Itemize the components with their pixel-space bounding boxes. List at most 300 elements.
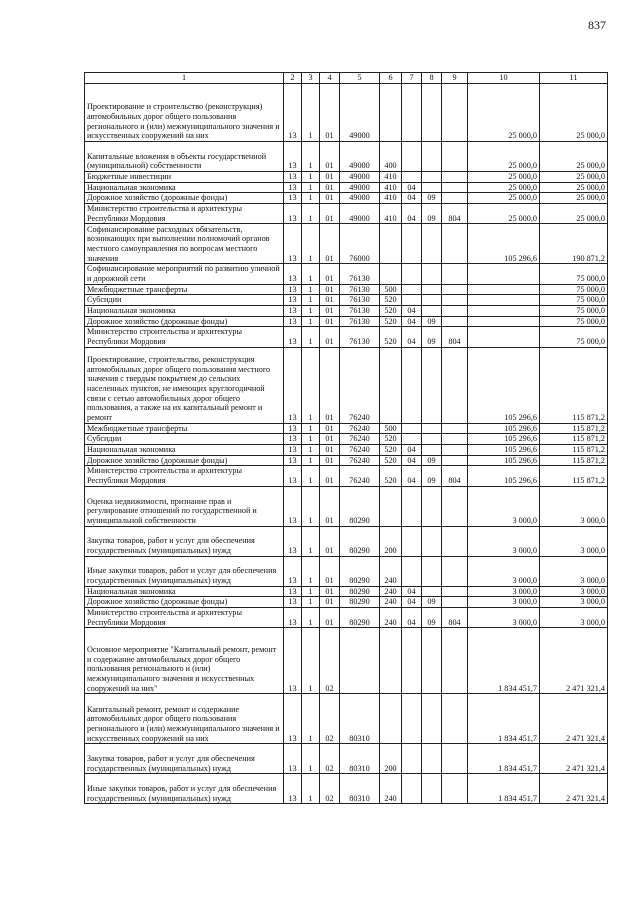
col-2-cell: 13 (284, 628, 302, 694)
row-name: Капитальные вложения в объекты государственной (муниципальной) собственности (85, 142, 284, 172)
col-7-cell (402, 84, 422, 142)
col-6-cell: 240 (380, 597, 402, 608)
col-3-cell: 1 (302, 774, 320, 804)
col-4-cell: 01 (320, 486, 340, 526)
row-name: Софинансирование расходных обязательств, возникающих при выполнении полномочий органов местного самоуправления по вопросам местного значения (85, 224, 284, 264)
table-row (85, 597, 608, 608)
col-10-amount: 3 000,0 (468, 526, 540, 556)
col-7-cell (402, 347, 422, 423)
col-4-cell: 01 (320, 142, 340, 172)
col-6-cell (380, 224, 402, 264)
col-7-cell (402, 774, 422, 804)
col-7-cell (402, 284, 422, 295)
col-3-cell: 1 (302, 84, 320, 142)
col-2-cell: 13 (284, 84, 302, 142)
col-3-cell: 1 (302, 142, 320, 172)
col-3-cell: 1 (302, 434, 320, 445)
col-5-cell: 49000 (340, 182, 380, 193)
col-6-cell (380, 84, 402, 142)
col-9-cell (442, 172, 468, 183)
col-8-cell (422, 628, 442, 694)
col-7-cell (402, 486, 422, 526)
col-4-cell: 02 (320, 694, 340, 744)
col-5-cell: 76240 (340, 423, 380, 434)
col-7-cell (402, 172, 422, 183)
col-9-cell (442, 295, 468, 306)
col-4-cell: 01 (320, 455, 340, 466)
col-9-cell (442, 434, 468, 445)
col-3-cell: 1 (302, 193, 320, 204)
table-row (85, 466, 608, 486)
col-4-cell: 01 (320, 264, 340, 284)
col-9-cell (442, 628, 468, 694)
table-row (85, 327, 608, 347)
col-3-cell: 1 (302, 597, 320, 608)
col-9-cell (442, 556, 468, 586)
col-3-cell: 1 (302, 744, 320, 774)
col-5-cell: 76130 (340, 306, 380, 317)
col-6-cell: 410 (380, 204, 402, 224)
col-3-cell: 1 (302, 284, 320, 295)
col-2-cell: 13 (284, 486, 302, 526)
col-9-cell (442, 597, 468, 608)
col-5-cell: 80310 (340, 774, 380, 804)
col-7-cell (402, 694, 422, 744)
col-5-cell: 76130 (340, 316, 380, 327)
col-8-cell (422, 306, 442, 317)
table-row (85, 526, 608, 556)
col-5-cell: 76000 (340, 224, 380, 264)
col-11-amount: 75 000,0 (540, 284, 608, 295)
col-6-cell (380, 264, 402, 284)
col-9-cell (442, 306, 468, 317)
col-10-amount: 1 834 451,7 (468, 628, 540, 694)
col-8-cell (422, 486, 442, 526)
col-5-cell: 80290 (340, 608, 380, 628)
col-10-amount (468, 264, 540, 284)
col-10-amount: 3 000,0 (468, 486, 540, 526)
col-7-cell: 04 (402, 466, 422, 486)
col-6-cell: 410 (380, 182, 402, 193)
col-11-amount: 75 000,0 (540, 295, 608, 306)
col-7-cell: 04 (402, 204, 422, 224)
col-6-cell: 410 (380, 193, 402, 204)
col-2-cell: 13 (284, 182, 302, 193)
table-row (85, 316, 608, 327)
row-name: Субсидии (85, 295, 284, 306)
col-3-cell: 1 (302, 556, 320, 586)
col-11-amount: 115 871,2 (540, 434, 608, 445)
col-8-cell (422, 172, 442, 183)
col-4-cell: 01 (320, 306, 340, 317)
col-9-cell: 804 (442, 204, 468, 224)
row-name: Межбюджетные трансферты (85, 284, 284, 295)
table-row (85, 224, 608, 264)
col-header: 10 (468, 73, 540, 84)
col-5-cell: 76240 (340, 434, 380, 445)
col-4-cell: 01 (320, 224, 340, 264)
row-name: Закупка товаров, работ и услуг для обеспечения государственных (муниципальных) нужд (85, 526, 284, 556)
col-2-cell: 13 (284, 327, 302, 347)
page-number: 837 (588, 18, 606, 32)
col-2-cell: 13 (284, 466, 302, 486)
col-10-amount: 25 000,0 (468, 204, 540, 224)
col-8-cell (422, 142, 442, 172)
row-name: Министерство строительства и архитектуры Республики Мордовия (85, 466, 284, 486)
col-3-cell: 1 (302, 526, 320, 556)
col-10-amount (468, 327, 540, 347)
col-2-cell: 13 (284, 445, 302, 456)
col-4-cell: 01 (320, 586, 340, 597)
col-10-amount (468, 284, 540, 295)
col-header: 11 (540, 73, 608, 84)
col-2-cell: 13 (284, 586, 302, 597)
col-5-cell: 80290 (340, 556, 380, 586)
col-11-amount: 2 471 321,4 (540, 744, 608, 774)
table-row (85, 486, 608, 526)
col-3-cell: 1 (302, 204, 320, 224)
table-row (85, 193, 608, 204)
col-4-cell: 01 (320, 327, 340, 347)
col-2-cell: 13 (284, 526, 302, 556)
col-4-cell: 01 (320, 172, 340, 183)
col-8-cell (422, 347, 442, 423)
col-8-cell: 09 (422, 466, 442, 486)
col-4-cell: 01 (320, 316, 340, 327)
col-8-cell: 09 (422, 204, 442, 224)
col-2-cell: 13 (284, 556, 302, 586)
table-row (85, 347, 608, 423)
col-7-cell (402, 526, 422, 556)
row-name: Дорожное хозяйство (дорожные фонды) (85, 455, 284, 466)
col-9-cell (442, 774, 468, 804)
col-5-cell: 76240 (340, 347, 380, 423)
col-10-amount: 1 834 451,7 (468, 774, 540, 804)
col-11-amount: 25 000,0 (540, 142, 608, 172)
col-10-amount: 105 296,6 (468, 347, 540, 423)
col-4-cell: 01 (320, 182, 340, 193)
col-10-amount: 105 296,6 (468, 455, 540, 466)
col-3-cell: 1 (302, 306, 320, 317)
col-9-cell (442, 744, 468, 774)
col-7-cell (402, 556, 422, 586)
col-8-cell (422, 434, 442, 445)
col-3-cell: 1 (302, 264, 320, 284)
col-11-amount: 25 000,0 (540, 182, 608, 193)
table-row (85, 423, 608, 434)
col-4-cell: 01 (320, 295, 340, 306)
col-7-cell: 04 (402, 316, 422, 327)
row-name: Закупка товаров, работ и услуг для обеспечения государственных (муниципальных) нужд (85, 744, 284, 774)
table-row (85, 306, 608, 317)
col-7-cell (402, 264, 422, 284)
col-11-amount: 190 871,2 (540, 224, 608, 264)
col-10-amount (468, 316, 540, 327)
col-7-cell: 04 (402, 597, 422, 608)
col-11-amount: 115 871,2 (540, 466, 608, 486)
table-row (85, 455, 608, 466)
col-9-cell (442, 423, 468, 434)
col-6-cell: 520 (380, 327, 402, 347)
col-11-amount: 3 000,0 (540, 608, 608, 628)
col-11-amount: 3 000,0 (540, 586, 608, 597)
row-name: Национальная экономика (85, 306, 284, 317)
col-8-cell: 09 (422, 327, 442, 347)
col-7-cell (402, 423, 422, 434)
col-2-cell: 13 (284, 423, 302, 434)
col-header: 9 (442, 73, 468, 84)
col-5-cell: 49000 (340, 193, 380, 204)
col-header: 5 (340, 73, 380, 84)
col-10-amount: 1 834 451,7 (468, 744, 540, 774)
col-6-cell: 410 (380, 172, 402, 183)
col-9-cell (442, 182, 468, 193)
row-name: Дорожное хозяйство (дорожные фонды) (85, 316, 284, 327)
col-6-cell: 520 (380, 445, 402, 456)
col-4-cell: 01 (320, 193, 340, 204)
col-8-cell (422, 586, 442, 597)
col-3-cell: 1 (302, 586, 320, 597)
col-11-amount: 25 000,0 (540, 193, 608, 204)
table-row (85, 744, 608, 774)
col-9-cell (442, 486, 468, 526)
row-name: Национальная экономика (85, 445, 284, 456)
col-4-cell: 01 (320, 556, 340, 586)
col-2-cell: 13 (284, 434, 302, 445)
col-6-cell: 200 (380, 744, 402, 774)
col-6-cell: 240 (380, 774, 402, 804)
col-8-cell (422, 295, 442, 306)
col-3-cell: 1 (302, 455, 320, 466)
col-10-amount: 25 000,0 (468, 172, 540, 183)
col-header: 8 (422, 73, 442, 84)
col-5-cell: 80310 (340, 694, 380, 744)
table-row (85, 628, 608, 694)
row-name: Проектирование и строительство (реконструкция) автомобильных дорог общего пользования регионального и (или) межмуниципального значения и искусственных сооружений на них (85, 84, 284, 142)
col-7-cell (402, 744, 422, 774)
col-3-cell: 1 (302, 172, 320, 183)
col-4-cell: 01 (320, 445, 340, 456)
col-header: 2 (284, 73, 302, 84)
col-8-cell (422, 744, 442, 774)
col-10-amount: 3 000,0 (468, 556, 540, 586)
col-5-cell: 76130 (340, 327, 380, 347)
col-5-cell: 80290 (340, 526, 380, 556)
row-name: Министерство строительства и архитектуры Республики Мордовия (85, 608, 284, 628)
col-5-cell: 80290 (340, 597, 380, 608)
col-6-cell: 240 (380, 556, 402, 586)
col-10-amount (468, 295, 540, 306)
col-3-cell: 1 (302, 347, 320, 423)
col-5-cell (340, 628, 380, 694)
table-row (85, 284, 608, 295)
col-5-cell: 80290 (340, 586, 380, 597)
col-4-cell: 01 (320, 204, 340, 224)
col-6-cell: 520 (380, 455, 402, 466)
table-row (85, 694, 608, 744)
col-9-cell (442, 142, 468, 172)
col-8-cell: 09 (422, 455, 442, 466)
col-4-cell: 01 (320, 284, 340, 295)
col-10-amount: 3 000,0 (468, 597, 540, 608)
col-11-amount: 25 000,0 (540, 84, 608, 142)
col-10-amount: 105 296,6 (468, 224, 540, 264)
col-2-cell: 13 (284, 347, 302, 423)
col-2-cell: 13 (284, 224, 302, 264)
col-8-cell (422, 423, 442, 434)
col-4-cell: 01 (320, 466, 340, 486)
col-9-cell (442, 264, 468, 284)
col-11-amount: 3 000,0 (540, 526, 608, 556)
col-9-cell (442, 284, 468, 295)
col-7-cell (402, 434, 422, 445)
row-name: Национальная экономика (85, 182, 284, 193)
col-4-cell: 01 (320, 423, 340, 434)
col-11-amount: 2 471 321,4 (540, 694, 608, 744)
col-10-amount: 3 000,0 (468, 586, 540, 597)
row-name: Основное мероприятие "Капитальный ремонт, ремонт и содержание автомобильных дорог общего пользования регионального и (или) межмуниципального значения и искусственных сооружений на них" (85, 628, 284, 694)
col-9-cell (442, 526, 468, 556)
col-9-cell: 804 (442, 327, 468, 347)
col-7-cell: 04 (402, 455, 422, 466)
col-8-cell (422, 526, 442, 556)
col-9-cell (442, 694, 468, 744)
col-11-amount: 75 000,0 (540, 306, 608, 317)
col-2-cell: 13 (284, 193, 302, 204)
col-3-cell: 1 (302, 694, 320, 744)
row-name: Субсидии (85, 434, 284, 445)
row-name: Министерство строительства и архитектуры Республики Мордовия (85, 204, 284, 224)
col-6-cell (380, 694, 402, 744)
col-10-amount: 105 296,6 (468, 466, 540, 486)
col-6-cell (380, 347, 402, 423)
col-9-cell: 804 (442, 466, 468, 486)
col-2-cell: 13 (284, 284, 302, 295)
col-10-amount (468, 306, 540, 317)
table-row (85, 774, 608, 804)
row-name: Бюджетные инвестиции (85, 172, 284, 183)
col-6-cell (380, 628, 402, 694)
col-2-cell: 13 (284, 597, 302, 608)
col-3-cell: 1 (302, 628, 320, 694)
col-9-cell (442, 193, 468, 204)
col-11-amount: 25 000,0 (540, 172, 608, 183)
table-row (85, 295, 608, 306)
table-row (85, 264, 608, 284)
col-6-cell: 240 (380, 608, 402, 628)
col-11-amount: 3 000,0 (540, 556, 608, 586)
col-2-cell: 13 (284, 455, 302, 466)
col-3-cell: 1 (302, 182, 320, 193)
col-header: 3 (302, 73, 320, 84)
col-5-cell: 49000 (340, 84, 380, 142)
table-row (85, 182, 608, 193)
col-5-cell: 76130 (340, 295, 380, 306)
col-9-cell (442, 586, 468, 597)
col-9-cell (442, 224, 468, 264)
col-10-amount: 25 000,0 (468, 84, 540, 142)
row-name: Министерство строительства и архитектуры Республики Мордовия (85, 327, 284, 347)
col-5-cell: 80310 (340, 744, 380, 774)
row-name: Софинансирование мероприятий по развитию уличной и дорожной сети (85, 264, 284, 284)
col-2-cell: 13 (284, 744, 302, 774)
col-4-cell: 01 (320, 597, 340, 608)
col-9-cell (442, 84, 468, 142)
col-11-amount: 3 000,0 (540, 597, 608, 608)
col-9-cell (442, 316, 468, 327)
col-8-cell (422, 182, 442, 193)
col-3-cell: 1 (302, 224, 320, 264)
col-9-cell (442, 445, 468, 456)
col-10-amount: 3 000,0 (468, 608, 540, 628)
col-11-amount: 75 000,0 (540, 316, 608, 327)
col-7-cell (402, 142, 422, 172)
col-4-cell: 02 (320, 628, 340, 694)
header-row (85, 73, 608, 84)
budget-table (84, 72, 608, 804)
col-11-amount: 115 871,2 (540, 423, 608, 434)
row-name: Иные закупки товаров, работ и услуг для обеспечения государственных (муниципальных) нужд (85, 556, 284, 586)
col-2-cell: 13 (284, 694, 302, 744)
col-8-cell (422, 774, 442, 804)
col-11-amount: 115 871,2 (540, 445, 608, 456)
col-4-cell: 02 (320, 774, 340, 804)
col-9-cell: 804 (442, 608, 468, 628)
col-7-cell: 04 (402, 586, 422, 597)
col-4-cell: 01 (320, 434, 340, 445)
col-3-cell: 1 (302, 327, 320, 347)
col-10-amount: 25 000,0 (468, 142, 540, 172)
col-10-amount: 105 296,6 (468, 434, 540, 445)
row-name: Оценка недвижимости, признание прав и регулирование отношений по государственной и муниципальной собственности (85, 486, 284, 526)
col-3-cell: 1 (302, 445, 320, 456)
col-6-cell: 240 (380, 586, 402, 597)
table-row (85, 84, 608, 142)
col-10-amount: 25 000,0 (468, 182, 540, 193)
col-6-cell: 520 (380, 295, 402, 306)
row-name: Дорожное хозяйство (дорожные фонды) (85, 597, 284, 608)
row-name: Капитальный ремонт, ремонт и содержание автомобильных дорог общего пользования регионального и (или) межмуниципального значения и искусственных сооружений на них (85, 694, 284, 744)
col-5-cell: 76240 (340, 445, 380, 456)
col-11-amount: 115 871,2 (540, 455, 608, 466)
table-row (85, 608, 608, 628)
col-2-cell: 13 (284, 264, 302, 284)
col-11-amount: 115 871,2 (540, 347, 608, 423)
col-6-cell: 200 (380, 526, 402, 556)
col-10-amount: 105 296,6 (468, 423, 540, 434)
col-3-cell: 1 (302, 295, 320, 306)
table-row (85, 556, 608, 586)
col-3-cell: 1 (302, 466, 320, 486)
col-2-cell: 13 (284, 172, 302, 183)
col-4-cell: 01 (320, 347, 340, 423)
col-7-cell: 04 (402, 445, 422, 456)
col-3-cell: 1 (302, 486, 320, 526)
col-header: 7 (402, 73, 422, 84)
row-name: Иные закупки товаров, работ и услуг для обеспечения государственных (муниципальных) нужд (85, 774, 284, 804)
col-7-cell (402, 224, 422, 264)
col-5-cell: 76240 (340, 455, 380, 466)
col-6-cell: 520 (380, 306, 402, 317)
col-3-cell: 1 (302, 608, 320, 628)
col-8-cell (422, 556, 442, 586)
col-2-cell: 13 (284, 142, 302, 172)
col-2-cell: 13 (284, 306, 302, 317)
col-3-cell: 1 (302, 316, 320, 327)
col-8-cell (422, 694, 442, 744)
col-6-cell: 520 (380, 316, 402, 327)
col-6-cell: 520 (380, 434, 402, 445)
